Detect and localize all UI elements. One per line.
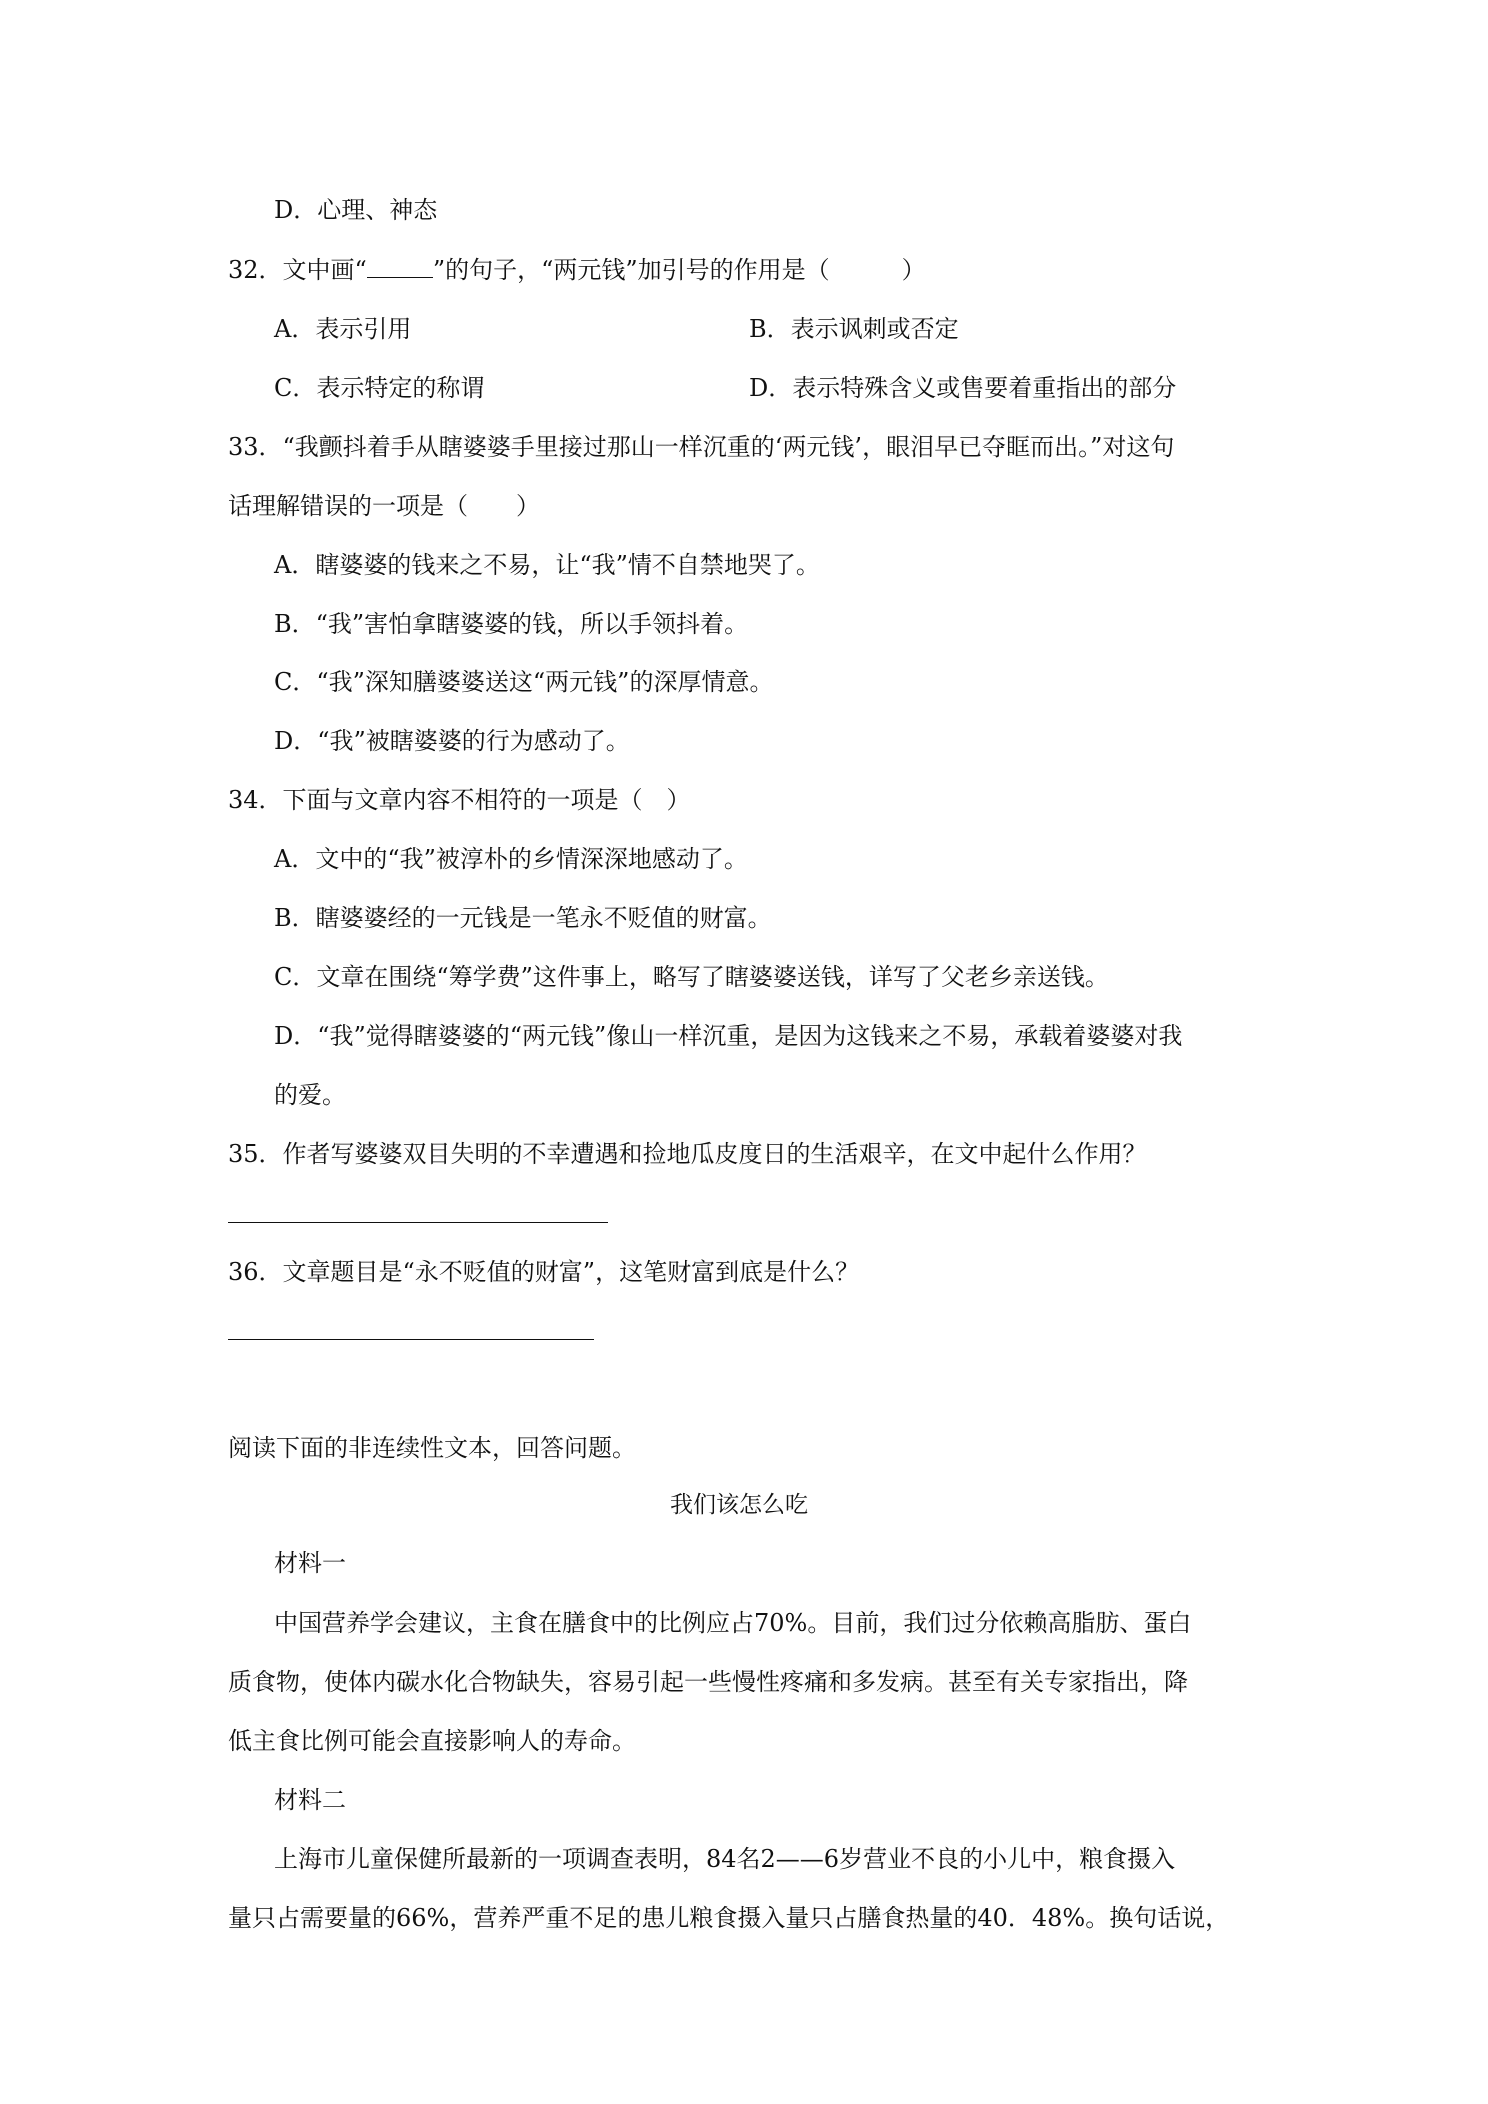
- q34-option-a: A．文中的“我”被淳朴的乡情深深地感动了。: [274, 845, 748, 873]
- q32-option-c: C．表示特定的称谓: [274, 374, 485, 402]
- q32-stem-prefix: 32．文中画“: [228, 256, 367, 284]
- q34-option-c: C．文章在围绕“筹学费”这件事上，略写了瞎婆婆送钱，详写了父老乡亲送钱。: [274, 963, 1109, 991]
- q32-option-d: D．表示特殊含义或售要着重指出的部分: [749, 374, 1177, 402]
- material1-line3: 低主食比例可能会直接影响人的寿命。: [228, 1727, 636, 1755]
- q32-stem: [228, 254, 926, 286]
- q35-answer-line[interactable]: [228, 1222, 608, 1223]
- q32-option-b: B．表示讽刺或否定: [749, 315, 959, 343]
- q32-underline-mark: [367, 257, 433, 278]
- q34-option-d-line1: D．“我”觉得瞎婆婆的“两元钱”像山一样沉重，是因为这钱来之不易，承载着婆婆对我: [274, 1022, 1183, 1050]
- q33-option-a: A．瞎婆婆的钱来之不易，让“我”情不自禁地哭了。: [274, 551, 820, 579]
- q33-option-d: D．“我”被瞎婆婆的行为感动了。: [274, 727, 630, 755]
- q31-option-d: D．心理、神态: [274, 196, 438, 224]
- material2-line2: 量只占需要量的66%，营养严重不足的患儿粮食摄入量只占膳食热量的40．48%。换句话说，: [228, 1904, 1230, 1932]
- q33-option-b: B．“我”害怕拿瞎婆婆的钱，所以手领抖着。: [274, 610, 749, 638]
- material1-label: 材料一: [274, 1549, 346, 1577]
- q36-stem: 36．文章题目是“永不贬值的财富”，这笔财富到底是什么？: [228, 1258, 860, 1286]
- material1-line2: 质食物，使体内碳水化合物缺失，容易引起一些慢性疼痛和多发病。甚至有关专家指出，降: [228, 1668, 1188, 1696]
- q33-stem-line2: 话理解错误的一项是（ ）: [228, 492, 540, 520]
- reading-intro: 阅读下面的非连续性文本，回答问题。: [228, 1434, 636, 1462]
- q35-stem: 35．作者写婆婆双目失明的不幸遭遇和捡地瓜皮度日的生活艰辛，在文中起什么作用？: [228, 1140, 1147, 1168]
- q32-stem-suffix: ”的句子，“两元钱”加引号的作用是（ ）: [432, 256, 926, 284]
- material2-line1: 上海市儿童保健所最新的一项调查表明，84名2——6岁营业不良的小儿中，粮食摄入: [274, 1845, 1176, 1873]
- material1-line1: 中国营养学会建议，主食在膳食中的比例应占70%。目前，我们过分依赖高脂肪、蛋白: [274, 1609, 1192, 1637]
- q33-stem-line1: 33．“我颤抖着手从瞎婆婆手里接过那山一样沉重的‘两元钱’，眼泪早已夺眶而出。”对这句: [228, 433, 1175, 461]
- q36-answer-line[interactable]: [228, 1339, 594, 1340]
- q33-option-c: C．“我”深知膳婆婆送这“两元钱”的深厚情意。: [274, 668, 774, 696]
- material2-label: 材料二: [274, 1786, 346, 1814]
- q32-option-a: A．表示引用: [274, 315, 412, 343]
- q34-option-d-line2: 的爱。: [274, 1081, 346, 1109]
- reading-title: 我们该怎么吃: [670, 1492, 808, 1518]
- q34-option-b: B．瞎婆婆经的一元钱是一笔永不贬值的财富。: [274, 904, 772, 932]
- q34-stem: 34．下面与文章内容不相符的一项是（ ）: [228, 786, 691, 814]
